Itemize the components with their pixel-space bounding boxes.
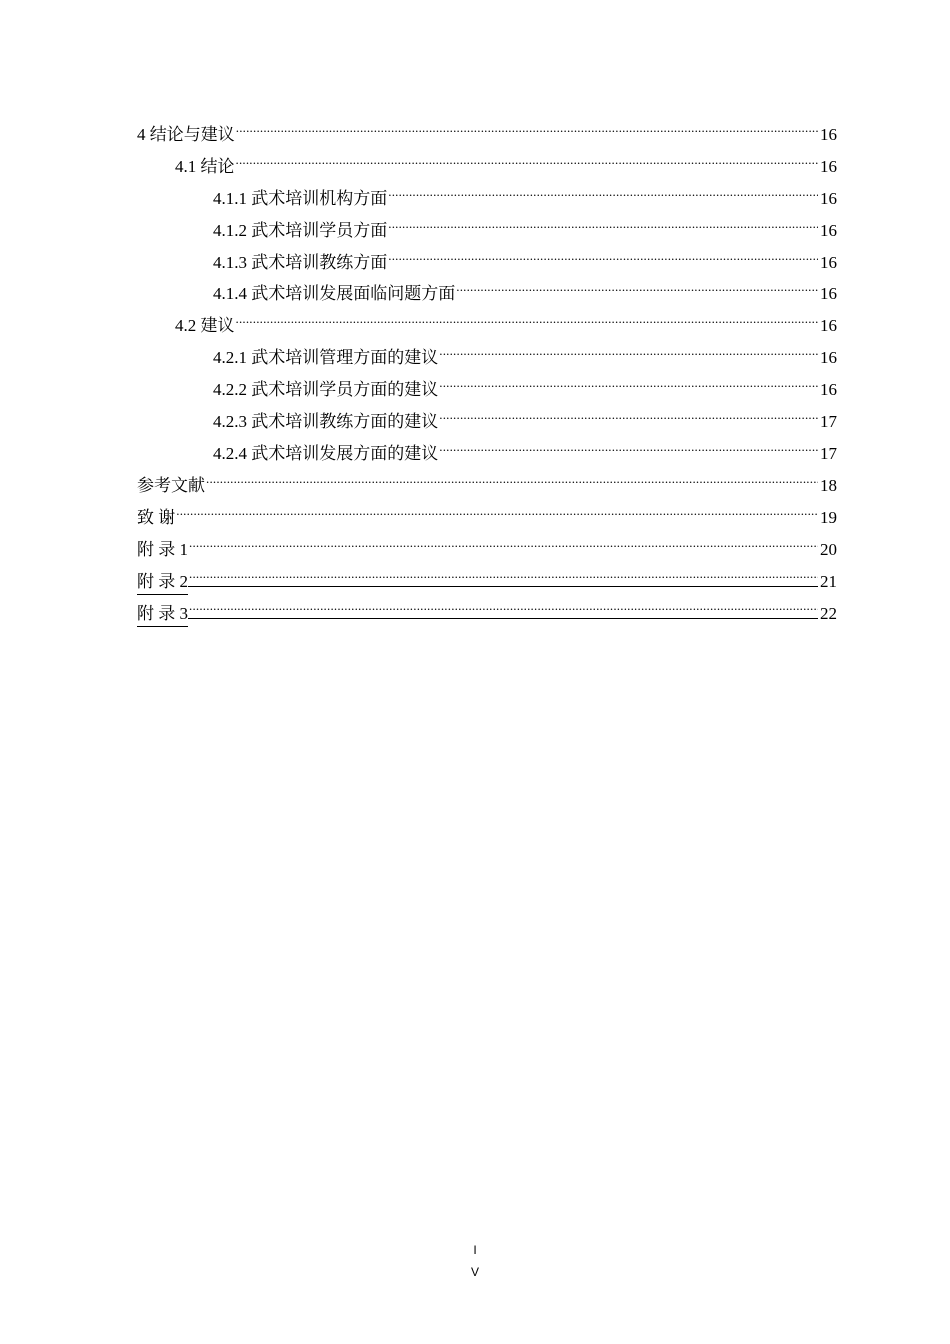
toc-dot-leader (438, 435, 818, 459)
toc-entry-label: 4.2 建议 (175, 316, 235, 336)
toc-entry-label: 附 录 2 (137, 570, 188, 595)
toc-entry-appendix-2[interactable] (137, 562, 837, 594)
toc-dot-leader (235, 148, 819, 172)
toc-entry-page: 17 (820, 443, 837, 463)
toc-entry-appendix-1[interactable] (137, 531, 837, 563)
toc-entry-page: 16 (820, 316, 837, 336)
toc-entry-references[interactable] (137, 467, 837, 499)
toc-entry-page: 16 (820, 284, 837, 304)
toc-entry-page: 22 (820, 604, 837, 624)
toc-dot-leader (175, 499, 818, 523)
toc-dot-leader (455, 275, 818, 299)
toc-dot-leader (235, 116, 818, 140)
toc-dot-leader (438, 371, 818, 395)
toc-entry-appendix-3[interactable] (137, 594, 837, 626)
toc-entry-page: 16 (820, 348, 837, 368)
toc-entry-label: 致 谢 (137, 507, 176, 527)
toc-entry-4-1-3[interactable] (137, 244, 837, 276)
toc-entry-page: 16 (820, 252, 837, 272)
toc-entry-page: 19 (820, 507, 837, 527)
toc-entry-page: 18 (820, 475, 837, 495)
toc-entry-4-1[interactable] (137, 148, 837, 180)
toc-entry-page: 16 (820, 188, 837, 208)
toc-dot-leader (205, 467, 818, 491)
toc-entry-label: 4.1 结论 (175, 156, 235, 176)
toc-entry-page: 16 (820, 220, 837, 240)
toc-entry-4-2-4[interactable] (137, 435, 837, 467)
table-of-contents (137, 116, 837, 626)
toc-dot-leader (438, 403, 818, 427)
toc-entry-label: 参考文献 (137, 475, 205, 495)
toc-entry-label: 4.1.4 武术培训发展面临问题方面 (213, 284, 456, 304)
toc-dot-leader (188, 531, 818, 555)
toc-entry-page: 17 (820, 412, 837, 432)
toc-entry-label: 4.1.2 武术培训学员方面 (213, 220, 388, 240)
toc-dot-leader (387, 180, 818, 204)
toc-entry-4-1-4[interactable] (137, 275, 837, 307)
toc-entry-4-1-2[interactable] (137, 212, 837, 244)
toc-entry-page: 16 (820, 380, 837, 400)
toc-entry-page: 20 (820, 539, 837, 559)
toc-dot-leader (235, 307, 819, 331)
toc-entry-label: 4.2.1 武术培训管理方面的建议 (213, 348, 439, 368)
toc-entry-label: 4.2.4 武术培训发展方面的建议 (213, 443, 439, 463)
toc-entry-label: 4.2.2 武术培训学员方面的建议 (213, 380, 439, 400)
toc-entry-4-2-2[interactable] (137, 371, 837, 403)
toc-dot-leader (387, 212, 818, 236)
toc-dot-leader (387, 244, 818, 268)
page-number-roman-2: V (470, 1265, 479, 1279)
toc-entry-4-2-3[interactable] (137, 403, 837, 435)
toc-entry-4-2[interactable] (137, 307, 837, 339)
toc-entry-page: 21 (820, 572, 837, 592)
toc-entry-chapter-4[interactable] (137, 116, 837, 148)
toc-entry-4-2-1[interactable] (137, 339, 837, 371)
toc-entry-label: 4.2.3 武术培训教练方面的建议 (213, 412, 439, 432)
toc-entry-acknowledgements[interactable] (137, 499, 837, 531)
toc-entry-page: 16 (820, 125, 837, 144)
toc-entry-label: 附 录 1 (137, 539, 188, 559)
toc-entry-4-1-1[interactable] (137, 180, 837, 212)
toc-entry-label: 4.1.1 武术培训机构方面 (213, 188, 388, 208)
toc-entry-label: 附 录 3 (137, 602, 188, 627)
toc-dot-leader (438, 339, 818, 363)
toc-dot-leader (188, 594, 818, 619)
toc-entry-page: 16 (820, 156, 837, 176)
toc-entry-label: 4 结论与建议 (137, 125, 235, 144)
page-number-roman-1: I (473, 1243, 477, 1257)
toc-entry-label: 4.1.3 武术培训教练方面 (213, 252, 388, 272)
toc-dot-leader (188, 562, 818, 587)
